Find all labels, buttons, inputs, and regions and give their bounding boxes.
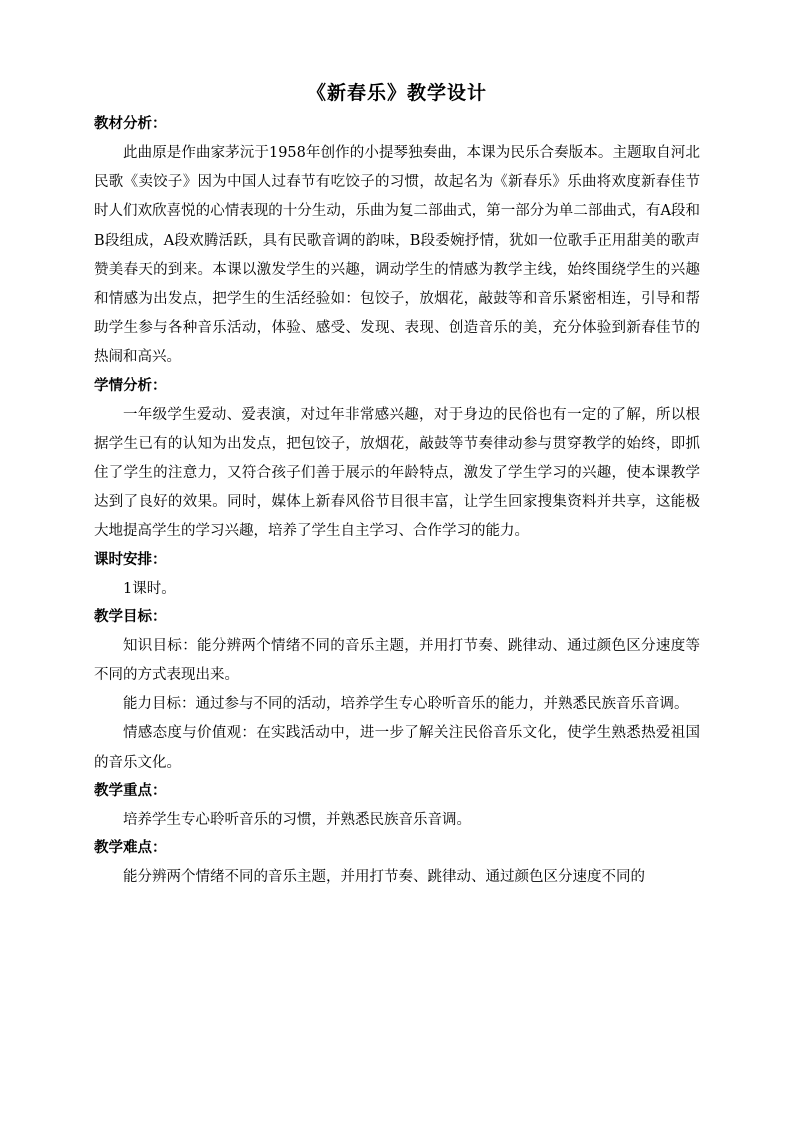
section-heading: 课时安排：: [94, 551, 167, 568]
section-heading: 学情分析：: [94, 377, 167, 394]
section-paragraph: 能力目标：通过参与不同的活动，培养学生专心聆听音乐的能力，并熟悉民族音乐音调。: [123, 696, 689, 713]
section-key-points: [94, 781, 700, 835]
section-paragraph: 情感态度与价值观：在实践活动中，进一步了解关注民俗音乐文化，使学生熟悉热爱祖国的音乐文化。: [94, 725, 700, 771]
section-heading: 教学重点：: [94, 782, 167, 799]
section-heading: 教学难点：: [94, 840, 167, 857]
section-heading: 教材分析：: [94, 116, 167, 132]
section-paragraph: 培养学生专心聆听音乐的习惯，并熟悉民族音乐音调。: [123, 811, 471, 828]
section-difficult-points: [94, 838, 700, 892]
section-paragraph: 知识目标：能分辨两个情绪不同的音乐主题，并用打节奏、跳律动、通过颜色区分速度等不同的方式表现出来。: [94, 637, 700, 684]
section-paragraph: 1课时。: [123, 580, 176, 597]
section-paragraph: 能分辨两个情绪不同的音乐主题，并用打节奏、跳律动、通过颜色区分速度不同的: [123, 869, 645, 886]
section-teaching-goals: [94, 607, 700, 778]
section-class-hours: [94, 550, 700, 604]
document-title: 《新春乐》教学设计: [306, 82, 487, 104]
document-page: [94, 80, 700, 892]
section-paragraph: 一年级学生爱动、爱表演，对过年非常感兴趣，对于身边的民俗也有一定的了解，所以根据学生已有的认知为出发点，把包饺子，放烟花，敲鼓等节奏律动参与贯穿教学的始终，即抓住了学生的注意力，又符合孩子们善于展示的年龄特点，激发了学生学习的兴趣，使本课教学达到了良好的效果。同时，媒体上新春风俗节目很丰富，让学生回家搜集资料并共享，这能极大地提高学生的学习兴趣，培养了学生自主学习、合作学习的能力。: [94, 406, 700, 540]
section-heading: 教学目标：: [94, 608, 167, 625]
section-textbook-analysis: [94, 114, 700, 373]
section-paragraph: 此曲原是作曲家茅沅于1958年创作的小提琴独奏曲，本课为民乐合奏版本。主题取自河北民歌《卖饺子》因为中国人过春节有吃饺子的习惯，故起名为《新春乐》乐曲将欢度新春佳节时人们欢欣喜悦的心情表现的十分生动，乐曲为复二部曲式，第一部分为单二部曲式，有A段和B段组成，A段欢腾活跃，具有民歌音调的韵味，B段委婉抒情，犹如一位歌手正用甜美的歌声赞美春天的到来。本课以激发学生的兴趣，调动学生的情感为教学主线，始终围绕学生的兴趣和情感为出发点，把学生的生活经验如：包饺子，放烟花，敲鼓等和音乐紧密相连，引导和帮助学生参与各种音乐活动，体验、感受、发现、表现、创造音乐的美，充分体验到新春佳节的热闹和高兴。: [94, 145, 700, 366]
section-student-analysis: [94, 376, 700, 547]
